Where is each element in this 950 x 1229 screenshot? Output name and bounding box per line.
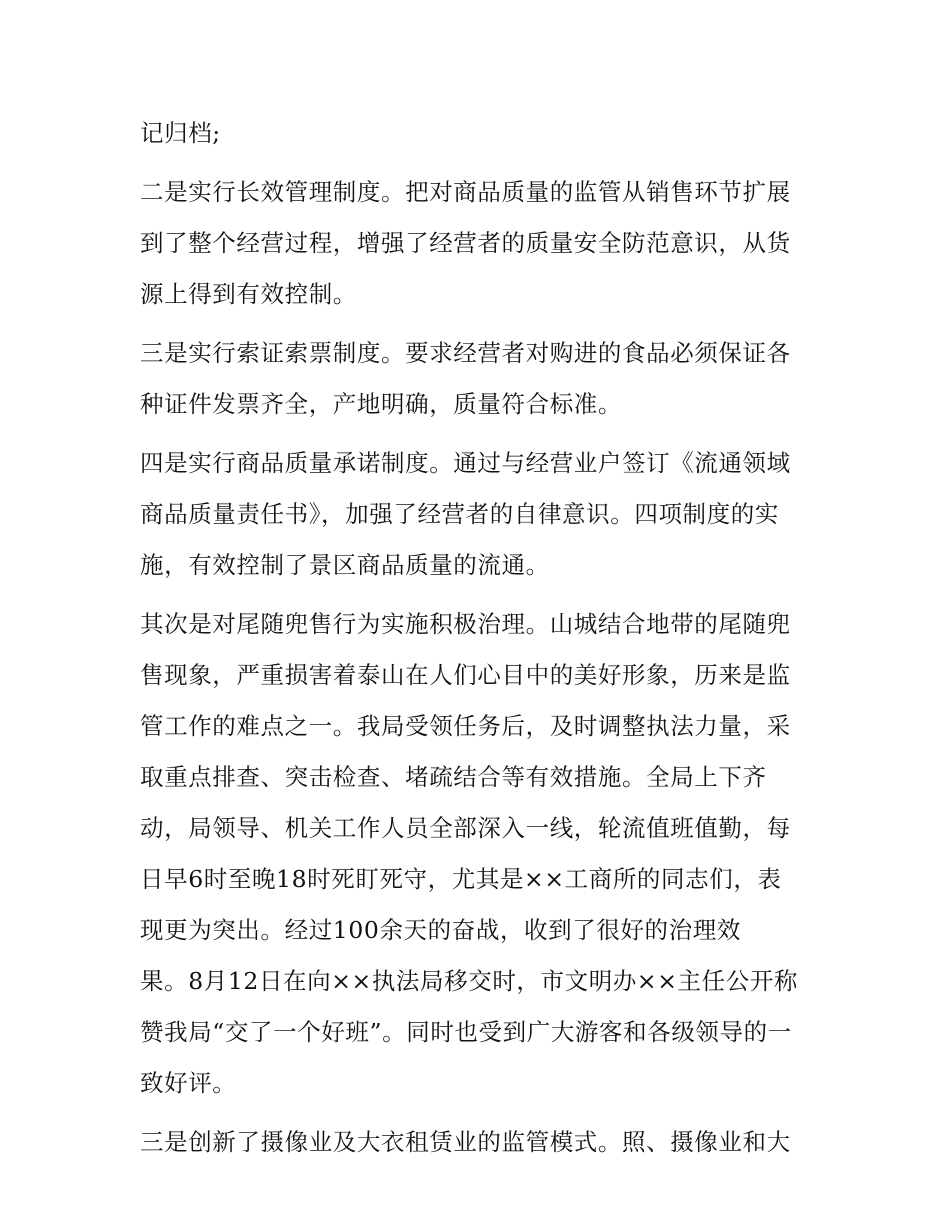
text-line: 到了整个经营过程，增强了经营者的质量安全防范意识，从货 bbox=[140, 229, 791, 257]
text-line: 现更为突出。经过100余天的奋战，收到了很好的治理效 bbox=[140, 916, 741, 944]
text-line: 管工作的难点之一。我局受领任务后，及时调整执法力量，采 bbox=[140, 712, 791, 740]
text-line: 商品质量责任书》，加强了经营者的自律意识。四项制度的实 bbox=[140, 500, 779, 528]
paragraph bbox=[140, 1117, 820, 1168]
text-line: 四是实行商品质量承诺制度。通过与经营业户签订《流通领域 bbox=[140, 449, 791, 477]
text-line: 赞我局“交了一个好班”。同时也受到广大游客和各级领导的一 bbox=[140, 1018, 792, 1046]
paragraph bbox=[140, 438, 820, 591]
text-line: 其次是对尾随兜售行为实施积极治理。山城结合地带的尾随兜 bbox=[140, 610, 791, 638]
paragraph bbox=[140, 167, 820, 320]
text-line: 种证件发票齐全，产地明确，质量符合标准。 bbox=[140, 390, 622, 418]
text-line: 售现象，严重损害着泰山在人们心目中的美好形象，历来是监 bbox=[140, 661, 791, 689]
paragraph bbox=[140, 328, 820, 430]
document-body bbox=[140, 108, 820, 1168]
text-line: 源上得到有效控制。 bbox=[140, 280, 357, 308]
text-line: 记归档; bbox=[140, 119, 221, 147]
text-line: 施，有效控制了景区商品质量的流通。 bbox=[140, 551, 550, 579]
text-line: 二是实行长效管理制度。把对商品质量的监管从销售环节扩展 bbox=[140, 178, 791, 206]
text-line: 果。8月12日在向××执法局移交时，市文明办××主任公开称 bbox=[140, 967, 799, 995]
text-line: 三是创新了摄像业及大衣租赁业的监管模式。照、摄像业和大 bbox=[140, 1128, 791, 1156]
text-line: 动，局领导、机关工作人员全部深入一线，轮流值班值勤，每 bbox=[140, 814, 791, 842]
paragraph bbox=[140, 108, 820, 159]
text-line: 致好评。 bbox=[140, 1069, 237, 1097]
text-line: 三是实行索证索票制度。要求经营者对购进的食品必须保证各 bbox=[140, 339, 791, 367]
text-line: 取重点排查、突击检查、堵疏结合等有效措施。全局上下齐 bbox=[140, 763, 767, 791]
text-line: 日早6时至晚18时死盯死守，尤其是××工商所的同志们，表 bbox=[140, 865, 782, 893]
paragraph bbox=[140, 599, 820, 1109]
